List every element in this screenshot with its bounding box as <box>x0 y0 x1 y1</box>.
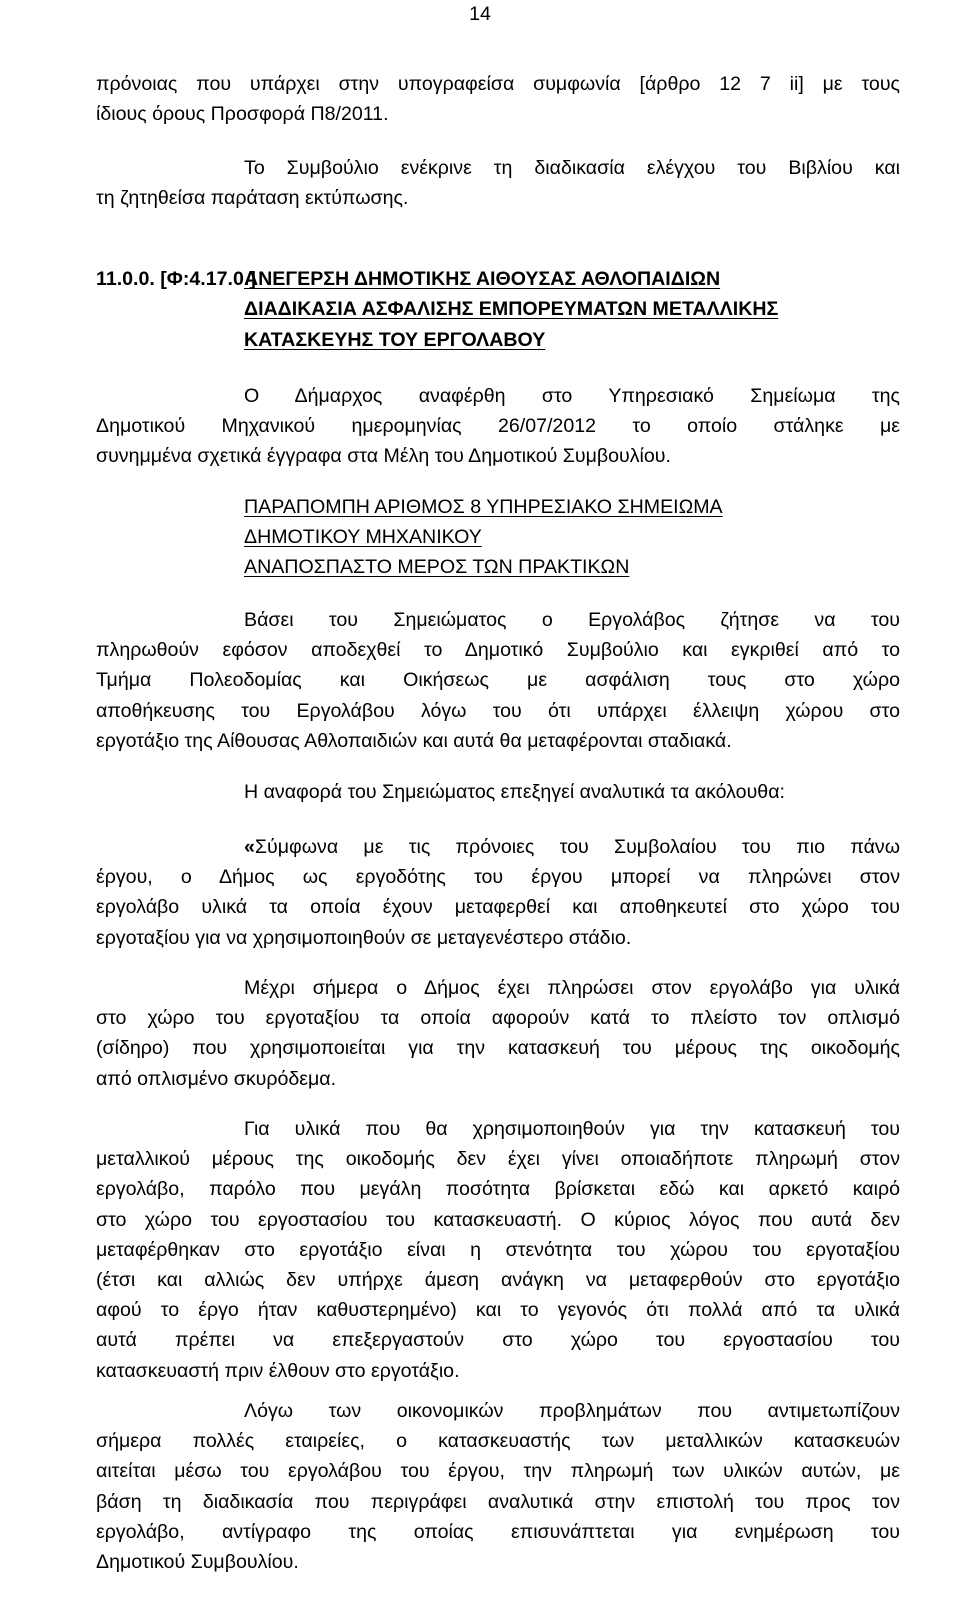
text-line: Μέχρι σήμερα ο Δήμος έχει πληρώσει στον εργολάβο για υλικά <box>244 977 900 999</box>
page-number: 14 <box>469 3 491 25</box>
paragraph-quote-contract <box>96 832 900 953</box>
text-line: Βάσει του Σημειώματος ο Εργολάβος ζήτησε να του <box>244 609 900 631</box>
text-line: εργοτάξιο της Αίθουσας Αθλοπαιδιών και αυτά θα μεταφέρονται σταδιακά. <box>96 729 732 752</box>
text-line: στο χώρο του εργοστασίου του κατασκευαστή. Ο κύριος λόγος που αυτά δεν <box>96 1208 900 1231</box>
text-line: Το Συμβούλιο ενέκρινε τη διαδικασία ελέγχου του Βιβλίου και <box>244 157 900 179</box>
text-line: (έτσι και αλλιώς δεν υπήρχε άμεση ανάγκη να μεταφερθούν στο εργοτάξιο <box>96 1269 900 1292</box>
text-line: εργολάβο υλικά τα οποία έχουν μεταφερθεί και αποθηκευτεί στο χώρο του <box>96 896 900 919</box>
text-line: αποθήκευσης του Εργολάβου λόγω του ότι υπάρχει έλλειψη χώρου στο <box>96 699 900 722</box>
text-line: εργολάβο, αντίγραφο της οποίας επισυνάπτεται για ενημέρωση του <box>96 1520 900 1543</box>
text-line: αυτά πρέπει να επεξεργαστούν στο χώρο του εργοστασίου του <box>96 1329 900 1352</box>
paragraph-metal-materials <box>96 1114 900 1386</box>
text-line: πρόνοιας που υπάρχει στην υπογραφείσα συμφωνία [άρθρο 12 7 ii] με τους <box>96 73 900 95</box>
text-line: πληρωθούν εφόσον αποδεχθεί το Δημοτικό Συμβούλιο και εγκριθεί από το <box>96 639 900 662</box>
item-title-line: ΔΙΑΔΙΚΑΣΙΑ ΑΣΦΑΛΙΣΗΣ ΕΜΠΟΡΕΥΜΑΤΩΝ ΜΕΤΑΛΛΙΚΗΣ <box>244 298 779 321</box>
text-line: Για υλικά που θα χρησιμοποιηθούν για την κατασκευή του <box>244 1118 900 1140</box>
text-line: κατασκευαστή πριν έλθουν στο εργοτάξιο. <box>96 1359 460 1382</box>
text-line: αφού το έργο ήταν καθυστερημένο) και το γεγονός ότι πολλά από τα υλικά <box>96 1299 900 1322</box>
text-line: Η αναφορά του Σημειώματος επεξηγεί αναλυτικά τα ακόλουθα: <box>244 781 785 803</box>
text-line <box>96 832 900 862</box>
text-line: εργολάβο, παρόλο που μεγάλη ποσότητα βρίσκεται εδώ και αρκετό καιρό <box>96 1178 900 1201</box>
text-line: τη ζητηθείσα παράταση εκτύπωσης. <box>96 187 409 210</box>
text-line: ίδιους όρους Προσφορά Π8/2011. <box>96 103 389 126</box>
text-line: συνημμένα σχετικά έγγραφα στα Μέλη του Δημοτικού Συμβουλίου. <box>96 445 671 468</box>
text-line: βάση τη διαδικασία που περιγράφει αναλυτικά στην επιστολή του προς τον <box>96 1490 900 1513</box>
text-line: σήμερα πολλές εταιρείες, ο κατασκευαστής των μεταλλικών κατασκευών <box>96 1430 900 1453</box>
paragraph-request <box>96 605 900 756</box>
text-line: εργοταξίου για να χρησιμοποιηθούν σε μεταγενέστερο στάδιο. <box>96 926 632 949</box>
paragraph-financial-problems <box>96 1396 900 1577</box>
item-number: 11.0.0. [Φ:4.17.0.] <box>96 268 256 290</box>
text-line: Λόγω των οικονομικών προβλημάτων που αντιμετωπίζουν <box>244 1400 900 1422</box>
reference-line: ΠΑΡΑΠΟΜΠΗ ΑΡΙΘΜΟΣ 8 ΥΠΗΡΕΣΙΑΚΟ ΣΗΜΕΙΩΜΑ <box>244 496 723 518</box>
reference-line: ΔΗΜΟΤΙΚΟΥ ΜΗΧΑΝΙΚΟΥ <box>244 525 482 548</box>
approval-paragraph <box>96 153 900 213</box>
text-line: μεταφέρθηκαν στο εργοτάξιο είναι η στενότητα του χώρου του εργοταξίου <box>96 1238 900 1261</box>
text-line: (σίδηρο) που χρησιμοποιείται για την κατασκευή του μέρους της οικοδομής <box>96 1037 900 1060</box>
text-line: στο χώρο του εργοταξίου τα οποία αφορούν κατά το πλείστο τον οπλισμό <box>96 1007 900 1030</box>
reference-note <box>244 493 723 582</box>
reference-line: ΑΝΑΠΟΣΠΑΣΤΟ ΜΕΡΟΣ ΤΩΝ ΠΡΑΚΤΙΚΩΝ <box>244 555 630 578</box>
intro-paragraph <box>96 69 900 129</box>
text-line: Δημοτικού Μηχανικού ημερομηνίας 26/07/2012 το οποίο στάληκε με <box>96 415 900 438</box>
text-line: αιτείται μέσω του εργολάβου του έργου, την πληρωμή των υλικών αυτών, με <box>96 1460 900 1483</box>
text-line: έργου, ο Δήμος ως εργοδότης του έργου μπορεί να πληρώνει στον <box>96 866 900 889</box>
text-fragment: Σύμφωνα με τις πρόνοιες του Συμβολαίου του πιο πάνω <box>254 836 900 858</box>
quote-mark: « <box>244 836 255 858</box>
text-line: μεταλλικού μέρους της οικοδομής δεν έχει γίνει οποιαδήποτε πληρωμή στον <box>96 1148 900 1171</box>
text-line: Δημοτικού Συμβουλίου. <box>96 1551 299 1574</box>
paragraph-payments <box>96 973 900 1094</box>
paragraph-explanation <box>96 777 900 807</box>
text-line: Τμήμα Πολεοδομίας και Οικήσεως με ασφάλιση τους στο χώρο <box>96 669 900 692</box>
text-line: από οπλισμένο σκυρόδεμα. <box>96 1067 337 1090</box>
item-title <box>244 264 778 355</box>
item-title-line: ΑΝΕΓΕΡΣΗ ΔΗΜΟΤΙΚΗΣ ΑΙΘΟΥΣΑΣ ΑΘΛΟΠΑΙΔΙΩΝ <box>244 268 721 290</box>
mayor-report-paragraph <box>96 381 900 472</box>
item-title-line: ΚΑΤΑΣΚΕΥΗΣ ΤΟΥ ΕΡΓΟΛΑΒΟΥ <box>244 328 546 351</box>
text-line: Ο Δήμαρχος αναφέρθη στο Υπηρεσιακό Σημείωμα της <box>244 385 900 407</box>
